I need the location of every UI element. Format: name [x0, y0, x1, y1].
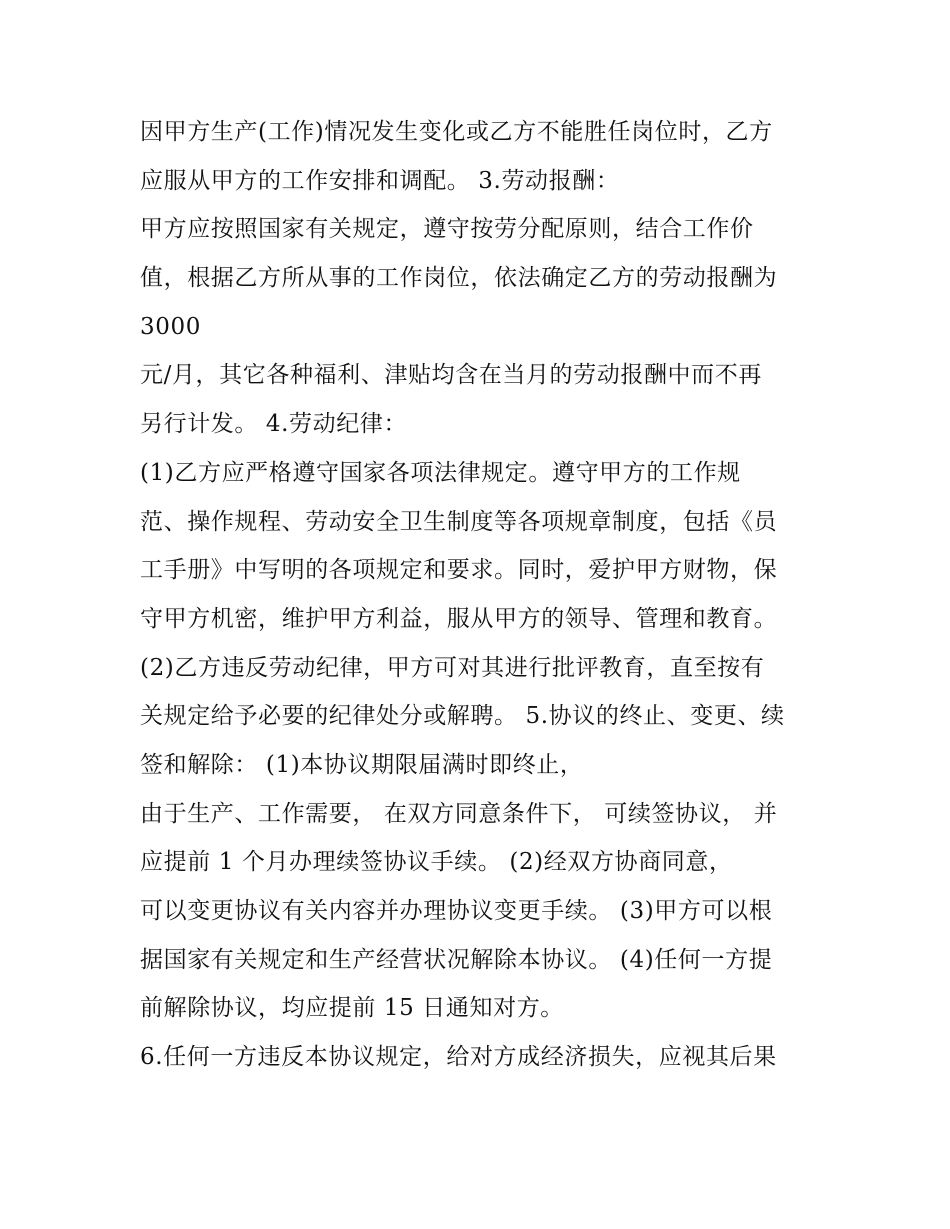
text-line: 应提前 1 个月办理续签协议手续。 (2)经双方协商同意， [140, 849, 733, 876]
text-line: (2)乙方违反劳动纪律，甲方可对其进行批评教育，直至按有 [140, 654, 765, 681]
text-line: 由于生产、工作需要， 在双方同意条件下， 可续签协议， 并 [140, 800, 778, 827]
text-line: 可以变更协议有关内容并办理协议变更手续。 (3)甲方可以根 [140, 898, 773, 924]
text-line: 关规定给予必要的纪律处分或解聘。 5.协议的终止、变更、续 [140, 703, 785, 730]
text-line: 3000 [140, 313, 201, 340]
text-line: 6.任何一方违反本协议规定，给对方成经济损失，应视其后果 [140, 1044, 777, 1071]
text-line: 前解除协议，均应提前 15 日通知对方。 [140, 995, 564, 1022]
text-line: 另行计发。 4.劳动纪律： [140, 411, 408, 438]
text-line: 因甲方生产(工作)情况发生变化或乙方不能胜任岗位时，乙方 [140, 119, 773, 145]
text-line: 据国家有关规定和生产经营状况解除本协议。 (4)任何一方提 [140, 946, 773, 973]
text-line: (1)乙方应严格遵守国家各项法律规定。遵守甲方的工作规 [140, 459, 741, 486]
text-line: 应服从甲方的工作安排和调配。 3.劳动报酬： [140, 167, 620, 194]
text-line: 值，根据乙方所从事的工作岗位，依法确定乙方的劳动报酬为 [140, 265, 778, 292]
text-line: 签和解除： (1)本协议期限届满时即终止， [140, 751, 584, 778]
text-line: 甲方应按照国家有关规定，遵守按劳分配原则，结合工作价 [140, 216, 754, 243]
text-line: 范、操作规程、劳动安全卫生制度等各项规章制度，包括《员 [140, 508, 778, 535]
document-body [140, 108, 830, 1082]
text-line: 元/月，其它各种福利、津贴均含在当月的劳动报酬中而不再 [140, 362, 762, 389]
text-line: 守甲方机密，维护甲方利益，服从甲方的领导、管理和教育。 [140, 605, 778, 632]
text-line: 工手册》中写明的各项规定和要求。同时，爱护甲方财物，保 [140, 557, 778, 584]
